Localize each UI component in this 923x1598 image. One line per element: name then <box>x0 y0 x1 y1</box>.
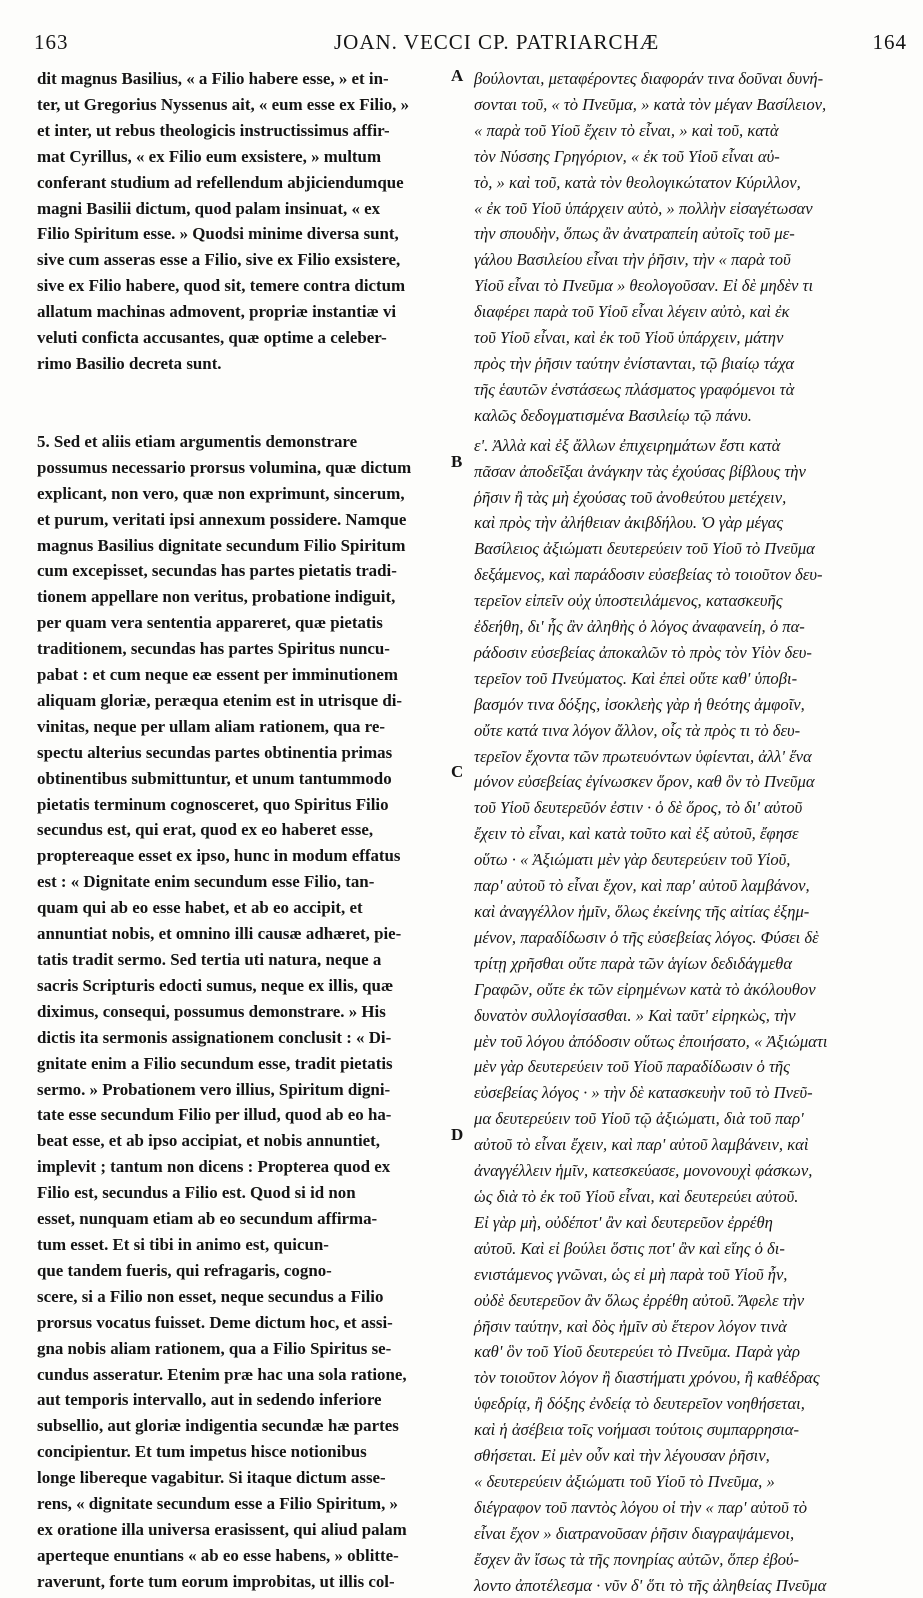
latin-column <box>37 66 459 1595</box>
latin-paragraph-2: 5. Sed et aliis etiam argumentis demonstrare possumus necessario prorsus volumina, quæ dictum explicant, non vero, quæ non exprimunt, sincerum, et purum, veritati ipsi annexum possidere. Namque magnus Basilius dignitate secundum Filio Spiritum cum excepisset, secundas has partes pietatis tradi- tionem appellare non veritus, probatione indiguit, per quam vera sententia appareret, quæ pietatis traditionem, secundas has partes Spiritus nuncu- pabat : et cum neque eæ essent per imminutionem aliquam gloriæ, peræqua etenim est in utrisque di- vinitas, neque per ullam aliam rationem, qua re- spectu alterius secundas partes obtinentia primas obtinentibus submittuntur, et unum tantummodo pietatis terminum cognosceret, quo Spiritus Filio secundus est, qui erat, quod ex eo haberet esse, proptereaque esset ex ipso, hunc in modum effatus est : « Dignitate enim secundum esse Filio, tan- quam qui ab eo esse habet, et ab eo accipit, et annuntiat nobis, et omnino illi causæ adhæret, pie- tatis tradit sermo. Sed tertia uti natura, neque a sacris Scripturis edocti sumus, neque ex illis, quæ diximus, consequi, possumus demonstrare. » His dictis ita sermonis assignationem conclusit : « Di- gnitate enim a Filio secundum esse, tradit pietatis sermo. » Probationem vero illius, Spiritum digni- tate esse secundum Filio per illud, quod ab eo ha- beat esse, et ab ipso accipiat, et nobis annuntiet, implevit ; tantum non dicens : Propterea quod ex Filio est, secundus a Filio est. Quod si id non esset, nunquam etiam ab eo secundum affirma- tum esset. Et si tibi in animo est, quicun- que tandem fueris, qui refragaris, cogno- scere, si a Filio non esset, neque secundus a Filio prorsus vocatus fuisset. Deme dictum hoc, et assi- gna nobis aliam rationem, qua a Filio Spiritus se- cundus asseratur. Etenim præ hac una sola ratione, aut temporis intervallo, aut in sedendo inferiore subsellio, aut gloriæ indigentia secundæ hæ partes concipientur. Et tum impetus hisce notionibus longe libereque vagabitur. Si itaque dictum asse- rens, « dignitate secundum esse a Filio Spiritum, » ex oratione illa universa erasissent, qui aliud palam aperteque enuntians « ab eo esse habens, » oblitte- raverunt, forte tum eorum improbitas, ut illis col- <box>37 431 412 1591</box>
page-number-right: 164 <box>872 30 907 54</box>
margin-marker-d: D <box>451 1125 464 1144</box>
running-title: JOAN. VECCI CP. PATRIARCHÆ <box>334 30 660 54</box>
page-number-left: 163 <box>34 30 69 54</box>
margin-marker-b: B <box>451 452 463 471</box>
greek-paragraph-1: βούλονται, μεταφέροντες διαφοράν τινα δοῦναι δυνή- σονται τοῦ, « τὸ Πνεῦμα, » κατὰ τὸν μέγαν Βασίλειον, « παρὰ τοῦ Υἱοῦ ἔχειν τὸ εἶναι, » καὶ τοῦ, κατὰ τὸν Νύσσης Γρηγόριον, « ἐκ τοῦ Υἱοῦ εἶναι αὐ- τὸ, » καὶ τοῦ, κατὰ τὸν θεολογικώτατον Κύριλλον, « ἐκ τοῦ Υἱοῦ ὑπάρχειν αὐτὸ, » πολλὴν εἰσαγέτωσαν τὴν σπουδὴν, ὅπως ἂν ἀνατραπείη αὐτοῖς τοῦ με- γάλου Βασιλείου εἶναι τὴν ῥῆσιν, τὴν « παρὰ τοῦ Υἱοῦ εἶναι τὸ Πνεῦμα » θεολογοῦσαν. Εἰ δὲ μηδὲν τι διαφέρει παρὰ τοῦ Υἱοῦ εἶναι λέγειν αὐτὸ, καὶ ἐκ τοῦ Υἱοῦ εἶναι, καὶ ἐκ τοῦ Υἱοῦ ὑπάρχειν, μάτην πρὸς τὴν ῥῆσιν ταύτην ἐνίστανται, τῷ βιαίῳ τάχα τῆς ἑαυτῶν ἐνστάσεως πλάσματος γραφόμενοι τὰ καλῶς δεδογματισμένα Βασιλείῳ τῷ πάνυ. <box>474 69 827 425</box>
paragraph-gap <box>37 377 459 429</box>
margin-marker-a: A <box>451 66 464 85</box>
running-header <box>34 30 907 60</box>
greek-column <box>474 66 896 1598</box>
greek-paragraph-2: ε'. Ἀλλὰ καὶ ἐξ ἄλλων ἐπιχειρημάτων ἔστι κατὰ πᾶσαν ἀποδεῖξαι ἀνάγκην τὰς ἐχούσας βίβλους τὴν ῥῆσιν ἢ τὰς μὴ ἐχούσας τοῦ ἀνοθεύτου μετέχειν, καὶ πρὸς τὴν ἀλήθειαν ἀκιβδήλου. Ὁ γὰρ μέγας Βασίλειος ἀξιώματι δευτερεύειν τοῦ Υἱοῦ τὸ Πνεῦμα δεξάμενος, καὶ παράδοσιν εὐσεβείας τὸ τοιοῦτον δευ- τερεῖον εἰπεῖν οὐχ ὑποστειλάμενος, κατασκευῆς ἐδεήθη, δι' ἧς ἂν ἀληθὴς ὁ λόγος ἀναφανείη, ὁ πα- ράδοσιν εὐσεβείας ἀποκαλῶν τὸ πρὸς τὸν Υἱὸν δευ- τερεῖον τοῦ Πνεύματος. Καὶ ἐπεὶ οὔτε καθ' ὑποβι- βασμόν τινα δόξης, ἰσοκλεὴς γὰρ ἡ θεότης ἀμφοῖν, οὔτε κατά τινα λόγον ἄλλον, οἷς τὰ πρὸς τι τὸ δευ- τερεῖον ἔχοντα τῶν πρωτευόντων ὑφίενται, ἀλλ' ἕνα μόνον εὐσεβείας ἐγίνωσκεν ὅρον, καθ ὃν τὸ Πνεῦμα τοῦ Υἱοῦ δευτερεῦόν ἐστιν · ὁ δὲ ὅρος, τὸ δι' αὐτοῦ ἔχειν τὸ εἶναι, καὶ κατὰ τοῦτο καὶ ἐξ αὐτοῦ, ἔφησε οὕτω · « Ἀξιώματι μὲν γὰρ δευτερεύειν τοῦ Υἱοῦ, παρ' αὐτοῦ τὸ εἶναι ἔχον, καὶ παρ' αὐτοῦ λαμβάνον, καὶ ἀναγγέλλον ἡμῖν, ὅλως ἐκείνης τῆς αἰτίας ἐξημ- μένον, παραδίδωσιν ὁ τῆς εὐσεβείας λόγος. Φύσει δὲ τρίτῃ χρῆσθαι οὔτε παρὰ τῶν ἁγίων δεδιδάγμεθα Γραφῶν, οὔτε ἐκ τῶν εἰρημένων κατὰ τὸ ἀκόλουθον δυνατὸν συλλογίσασθαι. » Καὶ ταῦτ' εἰρηκὼς, τὴν μὲν τοῦ λόγου ἀπόδοσιν οὕτως ἐποιήσατο, « Ἀξιώματι μὲν γὰρ δευτερεύειν τοῦ Υἱοῦ παραδίδωσιν ὁ τῆς εὐσεβείας λόγος · » τὴν δὲ κατασκευὴν τοῦ τὸ Πνεῦ- μα δευτερεύειν τοῦ Υἱοῦ τῷ ἀξιώματι, διὰ τοῦ παρ' αὐτοῦ τὸ εἶναι ἔχειν, καὶ παρ' αὐτοῦ λαμβάνειν, καὶ ἀναγγέλλειν ἡμῖν, κατεσκεύασε, μονονουχὶ φάσκων, ὡς διὰ τὸ ἐκ τοῦ Υἱοῦ εἶναι, καὶ δευτερεύει αὐτοῦ. Εἰ γὰρ μὴ, οὐδέποτ' ἂν καὶ δευτερεῦον ἐρρέθη αὐτοῦ. Καὶ εἰ βούλει ὅστις ποτ' ἂν καὶ εἴης ὁ δι- ενιστάμενος γνῶναι, ὡς εἰ μὴ παρὰ τοῦ Υἱοῦ ἦν, οὐδὲ δευτερεῦον ἂν ὅλως ἐρρέθη αὐτοῦ. Ἄφελε τὴν ῥῆσιν ταύτην, καὶ δὸς ἡμῖν σὺ ἕτερον λόγον τινὰ καθ' ὃν τοῦ Υἱοῦ δευτερεύει τὸ Πνεῦμα. Παρὰ γὰρ τὸν τοιοῦτον λόγον ἢ διαστήματι χρόνου, ἢ καθέδρας ὑφεδρίᾳ, ἢ δόξης ἐνδείᾳ τὸ δευτερεῖον νοηθήσεται, καὶ ἡ ἀσέβεια τοῖς νοήμασι τούτοις συμπαρρησια- σθήσεται. Εἰ μὲν οὖν καὶ τὴν λέγουσαν ῥῆσιν, « δευτερεύειν ἀξιώματι τοῦ Υἱοῦ τὸ Πνεῦμα, » διέγραφον τοῦ παντὸς λόγου οἱ τὴν « παρ' αὐτοῦ τὸ εἶναι ἔχον » διατρανοῦσαν ῥῆσιν διαγραψάμενοι, ἔσχεν ἂν ἴσως τὰ τῆς πονηρίας αὐτῶν, ὅπερ ἐβού- λοντο ἀποτέλεσμα · νῦν δ' ὅτι τὸ τῆς ἀληθείας Πνεῦμα <box>474 435 828 1595</box>
latin-paragraph-1: dit magnus Basilius, « a Filio habere esse, » et in- ter, ut Gregorius Nyssenus ait, « eum esse ex Filio, » et inter, ut rebus theologicis instructissimus affir- mat Cyrillus, « ex Filio eum exsistere, » multum conferant studium ad refellendum abjiciendumque magni Basilii dictum, quod palam insinuat, « ex Filio Spiritum esse. » Quodsi minime diversa sunt, sive cum asseras esse a Filio, sive ex Filio exsistere, sive ex Filio habere, quod sit, temere contra dictum allatum machinas admovent, propriæ instantiæ vi veluti conficta accusantes, quæ optime a celeber- rimo Basilio decreta sunt. <box>37 69 410 373</box>
margin-marker-c: C <box>451 762 464 781</box>
